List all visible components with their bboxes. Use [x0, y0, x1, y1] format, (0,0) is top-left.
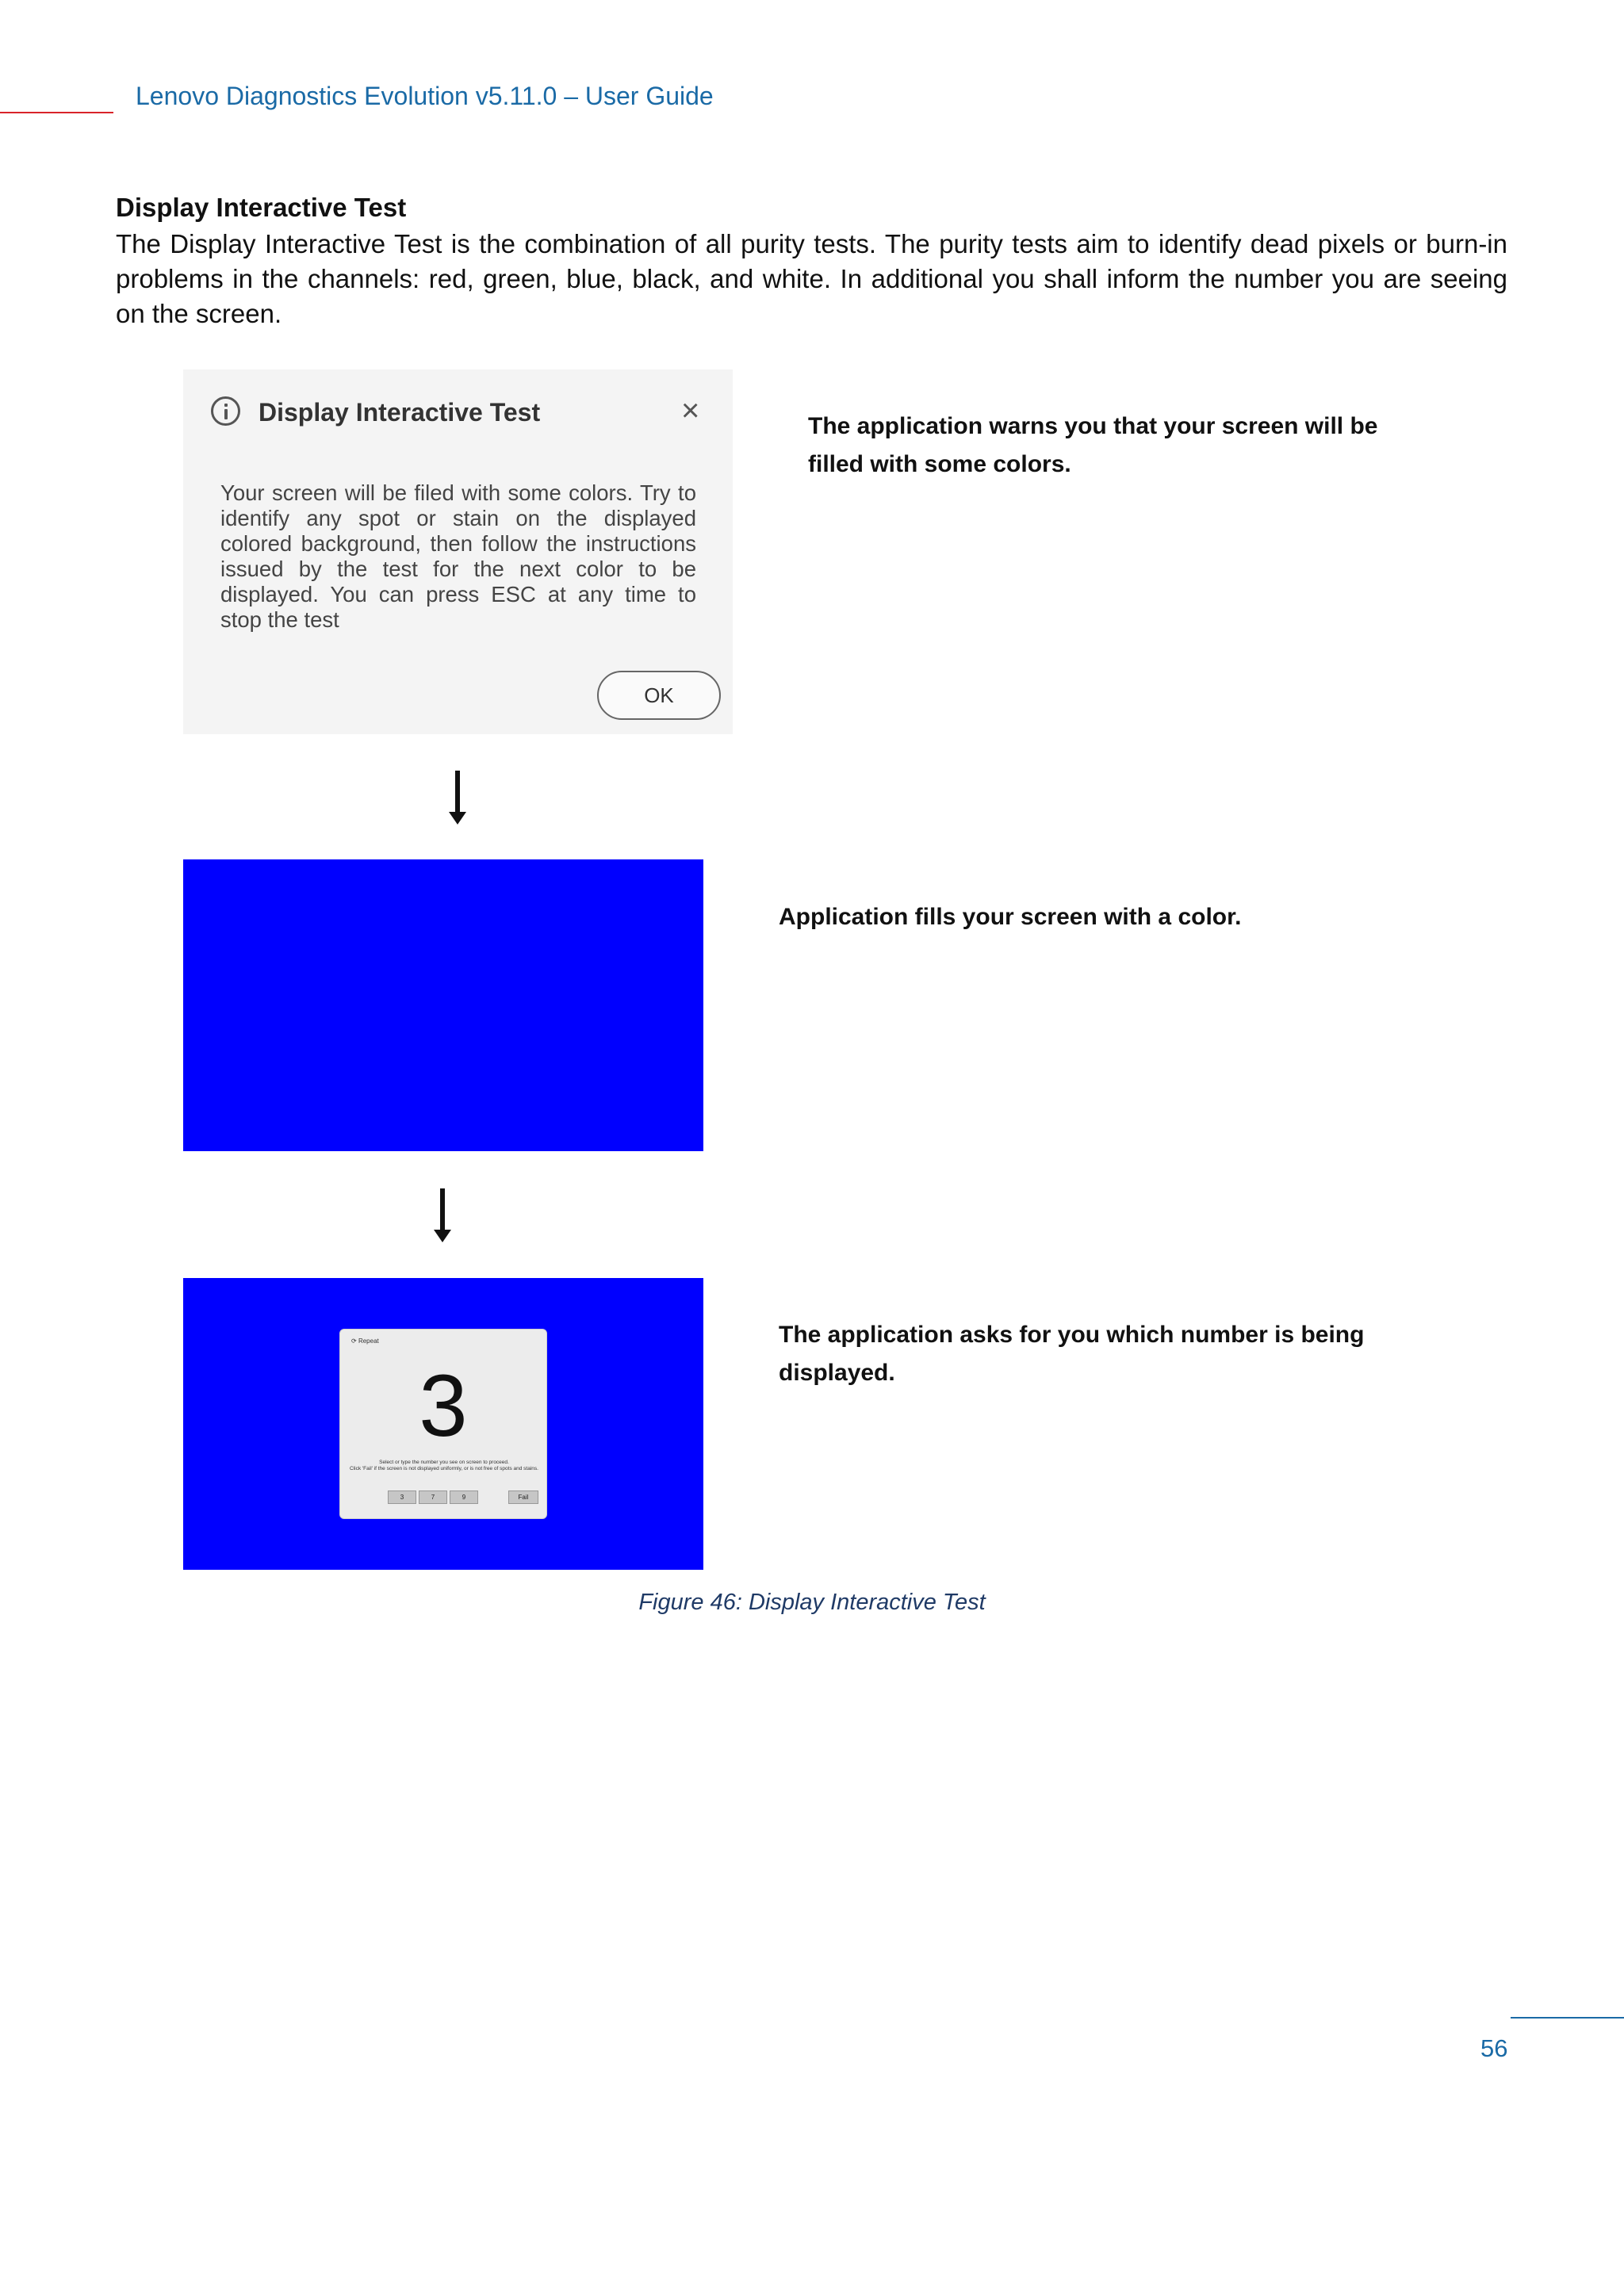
- section-body: The Display Interactive Test is the combination of all purity tests. The purity tests aim to identify dead pixels or burn-in problems in the channels: red, green, blue, black, and white. In additional you shall inform the number you are seeing on the screen.: [116, 229, 1507, 328]
- repeat-button[interactable]: ⟳ Repeat: [351, 1337, 379, 1345]
- ok-button[interactable]: OK: [597, 671, 721, 720]
- caption-step-1: The application warns you that your screen will be filled with some colors.: [808, 413, 1378, 477]
- down-arrow-icon: [440, 1188, 446, 1233]
- number-option-button[interactable]: 7: [419, 1490, 447, 1504]
- number-option-button[interactable]: 3: [388, 1490, 416, 1504]
- down-arrow-icon: [455, 771, 462, 815]
- instruction-line-1: Select or type the number you see on screen to proceed.: [379, 1460, 509, 1465]
- number-prompt-dialog: [339, 1329, 547, 1519]
- blue-number-screen: [183, 1278, 703, 1570]
- info-icon: [211, 396, 240, 426]
- dialog-title: Display Interactive Test: [259, 398, 541, 427]
- footer-rule: [1511, 2017, 1624, 2019]
- caption-step-3: The application asks for you which number is being displayed.: [779, 1322, 1365, 1386]
- figure-caption: Figure 46: Display Interactive Test: [638, 1590, 986, 1615]
- number-option-button[interactable]: 9: [450, 1490, 478, 1504]
- repeat-label: Repeat: [358, 1337, 379, 1345]
- fail-button[interactable]: Fail: [508, 1490, 538, 1504]
- header-rule: [0, 112, 113, 113]
- caption-step-2: Application fills your screen with a color.: [779, 904, 1242, 930]
- blue-fill-screen: [183, 859, 703, 1151]
- page-number: 56: [1480, 2034, 1508, 2062]
- dialog-message: Your screen will be filed with some colors. Try to identify any spot or stain on the displayed colored background, then follow the instructions issued by the test for the next color to be displayed. You can press ESC at any time to stop the test: [220, 480, 696, 632]
- displayed-number: 3: [419, 1357, 468, 1455]
- close-icon[interactable]: ×: [681, 393, 700, 428]
- section-title: Display Interactive Test: [116, 193, 407, 222]
- prompt-instructions: [348, 1460, 540, 1472]
- instruction-line-2: Click 'Fail' if the screen is not displayed uniformly, or is not free of spots and stains.: [350, 1466, 538, 1471]
- warning-dialog: [183, 369, 733, 734]
- document-header-title: Lenovo Diagnostics Evolution v5.11.0 – User Guide: [136, 82, 714, 110]
